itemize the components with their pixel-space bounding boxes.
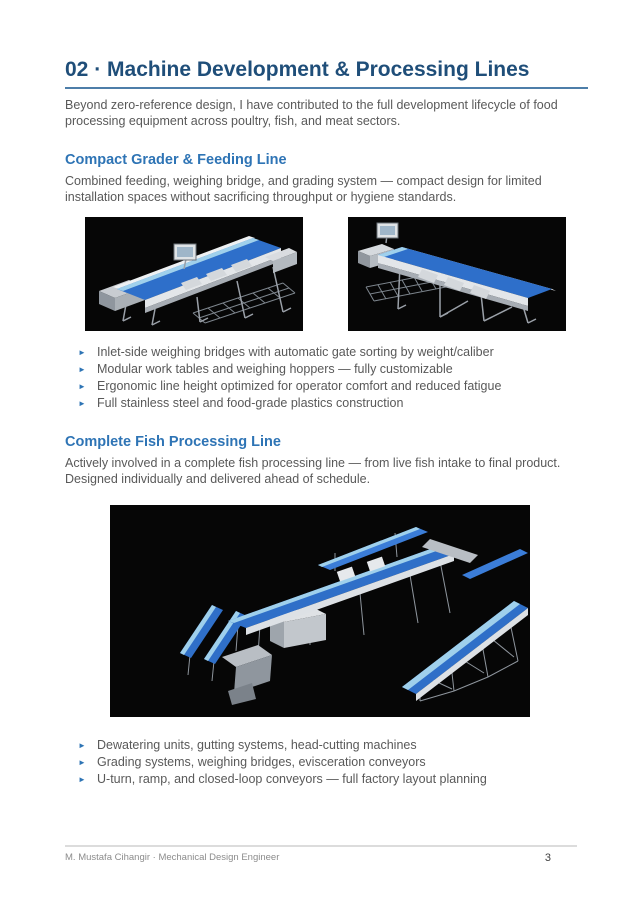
list-item-text: Full stainless steel and food-grade plastics construction [97, 396, 404, 410]
triangle-bullet-icon: ► [78, 365, 86, 374]
list-item [65, 754, 588, 771]
page-footer [65, 845, 577, 864]
list-item-text: U-turn, ramp, and closed-loop conveyors — full factory layout planning [97, 772, 487, 786]
page-number: 3 [544, 852, 551, 864]
section-compact-grader [65, 152, 588, 412]
list-item-text: Ergonomic line height optimized for operator comfort and reduced fatigue [97, 379, 502, 393]
footer-author-line: M. Mustafa Cihangir · Mechanical Design Engineer [65, 852, 280, 863]
list-item [65, 395, 588, 412]
triangle-bullet-icon: ► [78, 348, 86, 357]
list-item-text: Inlet-side weighing bridges with automatic gate sorting by weight/caliber [97, 345, 494, 359]
feature-list [65, 737, 588, 788]
list-item-text: Modular work tables and weighing hoppers — fully customizable [97, 362, 453, 376]
list-item [65, 378, 588, 395]
section-description: Combined feeding, weighing bridge, and grading system — compact design for limited installation spaces without sacrificing throughput or hygiene standards. [65, 174, 542, 204]
intro-paragraph: Beyond zero-reference design, I have contributed to the full development lifecycle of food processing equipment across poultry, fish, and meat sectors. [65, 98, 558, 128]
machine-render-illustration [348, 217, 566, 331]
section-heading: Complete Fish Processing Line [65, 434, 281, 450]
machine-render-illustration [85, 217, 303, 331]
list-item [65, 361, 588, 378]
page-title: 02 · Machine Development & Processing Lines [65, 57, 588, 89]
feature-list [65, 344, 588, 412]
render-image-row [85, 217, 588, 331]
list-item [65, 344, 588, 361]
list-item-text: Dewatering units, gutting systems, head-cutting machines [97, 738, 417, 752]
compact-grader-render-right [348, 217, 566, 331]
triangle-bullet-icon: ► [78, 775, 86, 784]
compact-grader-render-left [85, 217, 303, 331]
section-fish-processing [65, 434, 588, 788]
list-item [65, 737, 588, 754]
factory-line-illustration [110, 505, 530, 717]
triangle-bullet-icon: ► [78, 741, 86, 750]
list-item-text: Grading systems, weighing bridges, evisceration conveyors [97, 755, 426, 769]
list-item [65, 771, 588, 788]
triangle-bullet-icon: ► [78, 382, 86, 391]
section-description: Actively involved in a complete fish processing line — from live fish intake to final product. Designed individually and delivered ahead of schedule. [65, 456, 561, 486]
triangle-bullet-icon: ► [78, 758, 86, 767]
section-heading: Compact Grader & Feeding Line [65, 152, 287, 168]
fish-processing-line-render [110, 505, 530, 717]
triangle-bullet-icon: ► [78, 399, 86, 408]
